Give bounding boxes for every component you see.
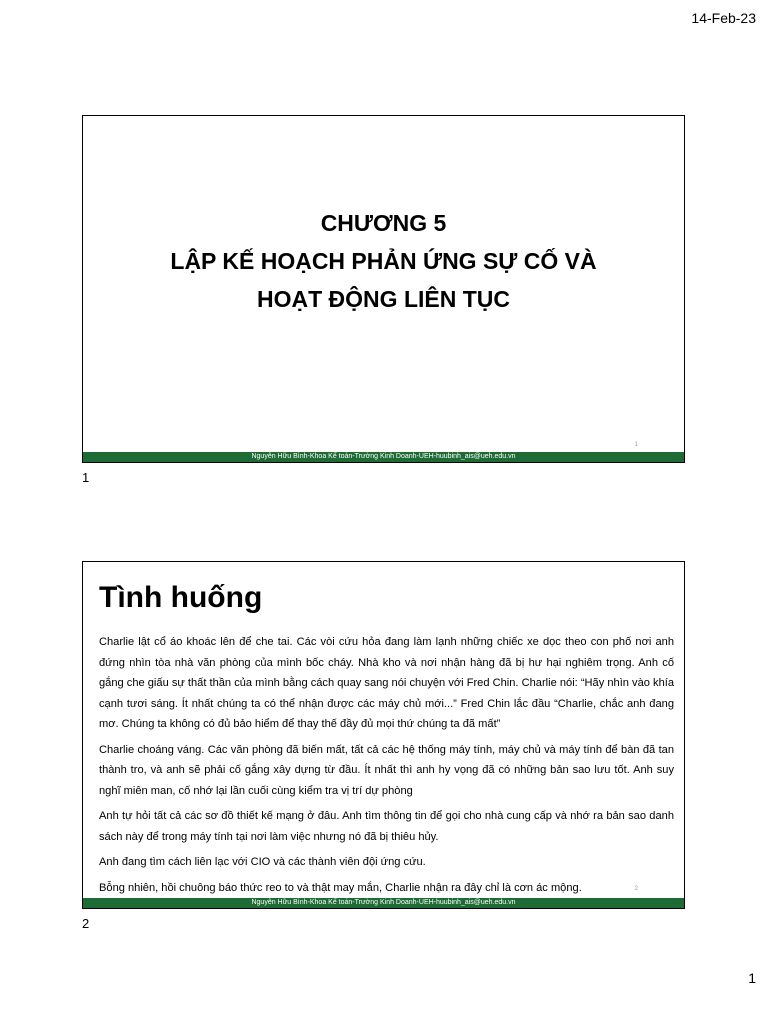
slide-1 <box>82 115 685 463</box>
body-paragraph: Charlie choáng váng. Các văn phòng đã biến mất, tất cả các hệ thống máy tính, máy chủ và máy tính để bàn đã tan thành tro, và anh sẽ phải cố gắng xây dựng từ đầu. Ít nhất thì anh hy vọng đã có những bản sao lưu tốt. Anh suy nghĩ miên man, cố nhớ lại lần cuối cùng kiểm tra vị trí dự phòng <box>99 743 674 797</box>
title-line: CHƯƠNG 5 <box>320 210 447 236</box>
title-line: LẬP KẾ HOẠCH PHẢN ỨNG SỰ CỐ VÀ <box>170 248 597 274</box>
slide-2-footer: Nguyễn Hữu Bình-Khoa Kế toán-Trường Kinh Doanh-UEH-huubinh_ais@ueh.edu.vn <box>83 898 684 908</box>
slide-2-inner-number: 2 <box>634 886 638 892</box>
slide-1-title <box>83 204 684 318</box>
slide-1-inner-number: 1 <box>634 442 638 448</box>
slide-2-body <box>99 632 674 903</box>
slide-2-number: 2 <box>82 916 90 931</box>
body-paragraph: Anh đang tìm cách liên lạc với CIO và các thành viên đội ứng cứu. <box>99 856 426 868</box>
body-paragraph: Bỗng nhiên, hồi chuông báo thức reo to và thật may mắn, Charlie nhận ra đây chỉ là cơn ác mộng. <box>99 881 582 894</box>
slide-2-title: Tình huống <box>99 581 263 614</box>
slide-1-footer: Nguyễn Hữu Bình-Khoa Kế toán-Trường Kinh Doanh-UEH-huubinh_ais@ueh.edu.vn <box>83 452 684 462</box>
slide-2 <box>82 561 685 909</box>
body-paragraph: Anh tự hỏi tất cả các sơ đồ thiết kế mạng ở đâu. Anh tìm thông tin để gọi cho nhà cung cấp và nhớ ra bản sao danh sách này để trong máy tính tại nơi làm việc nhưng nó đã bị thiêu hủy. <box>99 810 674 843</box>
title-line: HOẠT ĐỘNG LIÊN TỤC <box>257 286 510 312</box>
page-number: 1 <box>748 970 756 986</box>
slide-1-number: 1 <box>82 470 90 485</box>
body-paragraph: Charlie lật cổ áo khoác lên để che tai. Các vòi cứu hỏa đang làm lạnh những chiếc xe dọc theo con phố nơi anh đứng nhìn tòa nhà văn phòng của mình bốc cháy. Nhà kho và nơi nhận hàng đã bị hư hại nghiêm trọng. Anh cố gắng che giấu sự thất thần của mình bằng cách quay sang nói chuyện với Fred Chin. Charlie nói: “Hãy nhìn vào khía cạnh tươi sáng. Ít nhất chúng ta có thể nhận được các máy chủ mới...” Fred Chin lắc đầu “Charlie, chắc anh đang mơ. Chúng ta không có đủ bảo hiểm để thay thế đầy đủ mọi thứ chúng ta đã mất” <box>99 636 674 730</box>
page-date: 14-Feb-23 <box>691 10 756 26</box>
